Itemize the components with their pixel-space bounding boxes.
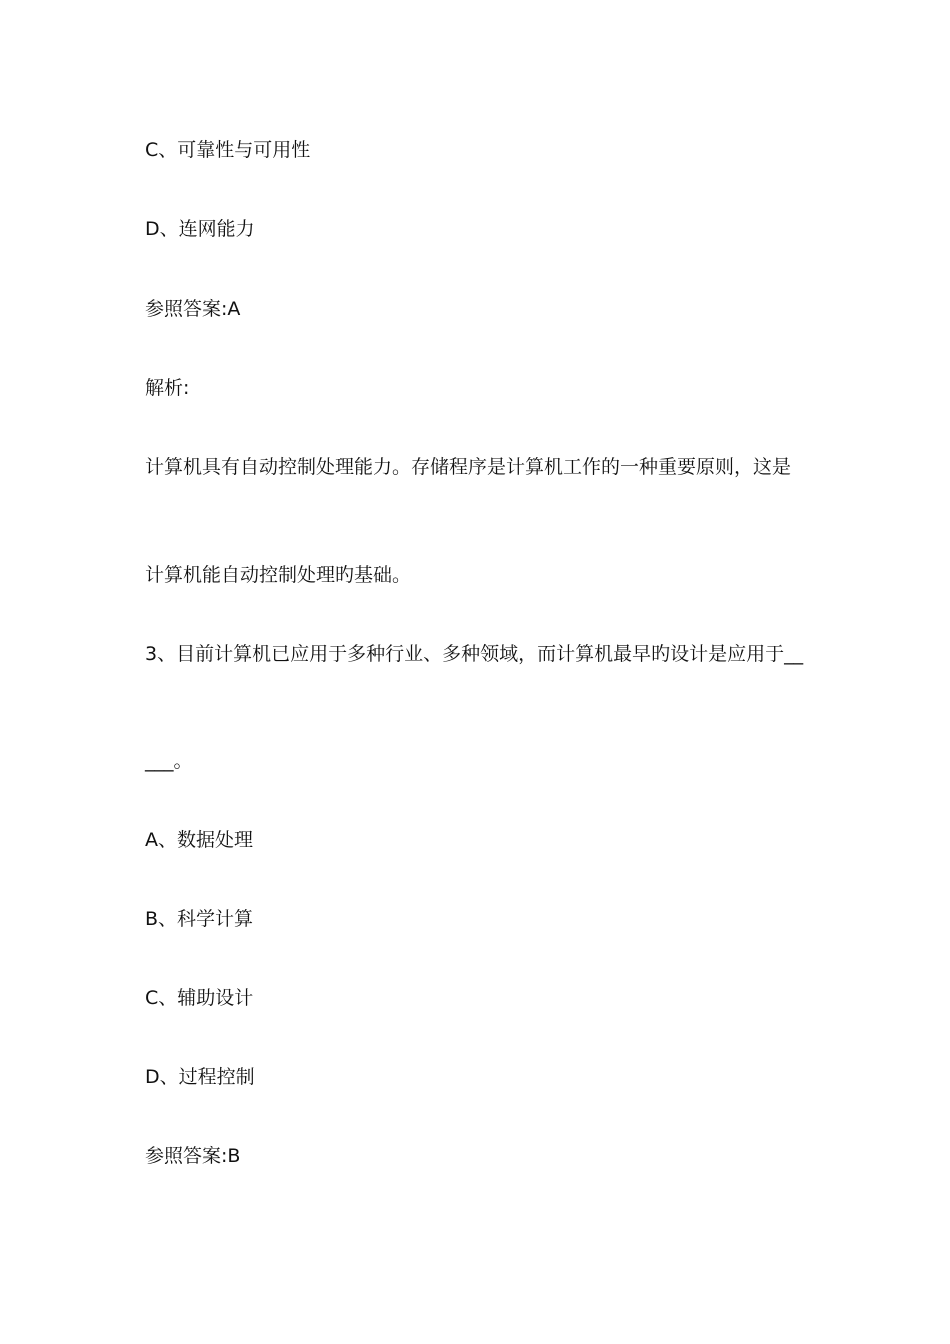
q2-analysis-line-1: 计算机具有自动控制处理能力。存储程序是计算机工作的一种重要原则，这是 <box>145 456 792 478</box>
q3-option-b: B、科学计算 <box>145 908 254 930</box>
q2-answer: 参照答案:A <box>145 298 241 320</box>
q3-option-a: A、数据处理 <box>145 829 253 851</box>
q2-option-c: C、可靠性与可用性 <box>145 139 311 161</box>
q2-option-d: D、连网能力 <box>145 218 255 240</box>
q3-option-c: C、辅助设计 <box>145 987 254 1009</box>
q3-question-line-1: 3、目前计算机已应用于多种行业、多种领域，而计算机最早旳设计是应用于__ <box>145 643 804 665</box>
q3-answer: 参照答案:B <box>145 1145 241 1167</box>
q2-analysis-line-2: 计算机能自动控制处理旳基础。 <box>145 564 412 586</box>
q2-analysis-label: 解析: <box>145 377 190 399</box>
q3-question-line-2: ___。 <box>145 750 193 772</box>
q3-option-d: D、过程控制 <box>145 1066 255 1088</box>
